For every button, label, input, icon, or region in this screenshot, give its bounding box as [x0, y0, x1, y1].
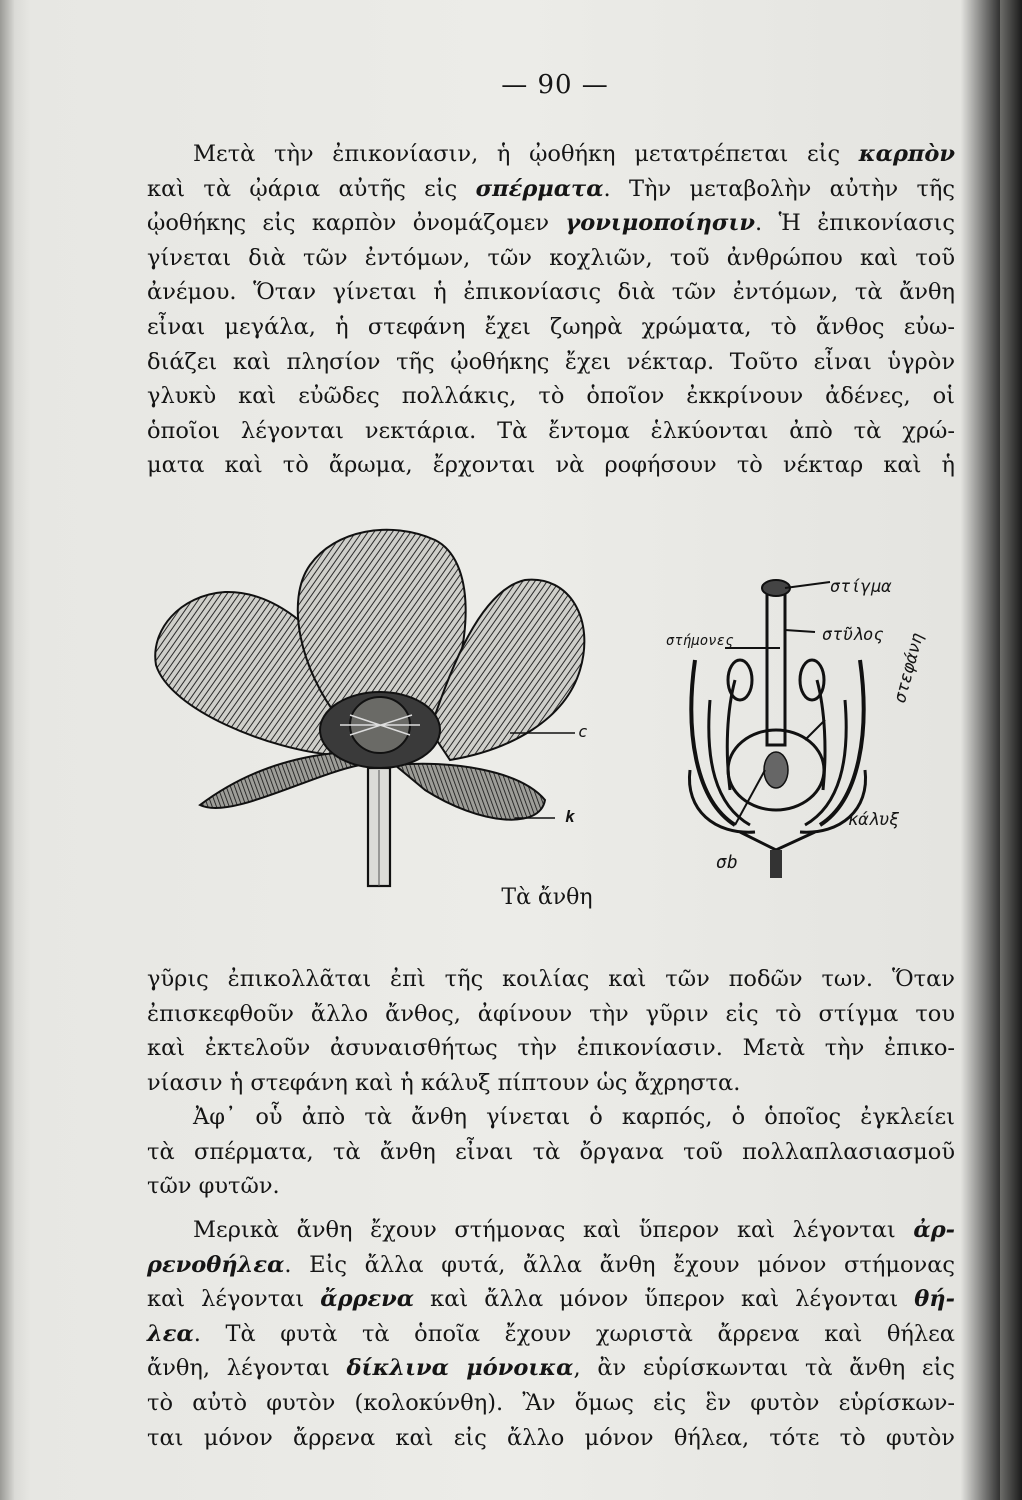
text-run: ἄνθη, λέγονται: [147, 1355, 347, 1382]
term-emphasis: καρπὸν: [858, 141, 955, 167]
diagram-label-style: στῦλος: [822, 625, 884, 645]
paragraph-4: [147, 1213, 955, 1455]
text-line: ματα καὶ τὸ ἄρωμα, ἔρχονται νὰ ροφήσουν τὸ νέκταρ καὶ ἡ: [147, 452, 955, 479]
text-run: καὶ τὰ ᾠάρια αὐτῆς εἰς: [147, 175, 476, 202]
page-number: — 90 —: [501, 70, 609, 100]
text-line: γλυκὺ καὶ εὐῶδες πολλάκις, τὸ ὁποῖον ἐκκρίνουν ἀδένες, οἱ: [147, 383, 955, 410]
page-edge: [1000, 0, 1022, 1500]
text-line: [147, 1213, 955, 1248]
text-line: Ἀφ᾽ οὗ ἀπὸ τὰ ἄνθη γίνεται ὁ καρπός, ὁ ὁποῖος ἐγκλείει: [193, 1104, 955, 1130]
term-emphasis: δίκλινα μόνοικα: [346, 1355, 574, 1382]
flower-section-diagram: [655, 570, 945, 880]
text-run: ᾠοθήκης εἰς καρπὸν ὀνομάζομεν: [147, 210, 566, 237]
term-emphasis: ἀρ-: [913, 1217, 955, 1243]
term-emphasis: γονιμοποίησιν: [565, 210, 756, 237]
text-line: [147, 1248, 955, 1283]
text-line: τῶν φυτῶν.: [147, 1173, 280, 1200]
text-run: καὶ λέγονται: [147, 1286, 321, 1313]
text-line: τὸ αὐτὸ φυτὸν (κολοκύνθη). Ἂν ὅμως εἰς ἓν φυτὸν εὑρίσκων-: [147, 1389, 955, 1416]
text-run: Μερικὰ ἄνθη ἔχουν στήμονας καὶ ὕπερον καὶ λέγονται: [193, 1217, 914, 1243]
text-line: ἐπισκεφθοῦν ἄλλο ἄνθος, ἀφίνουν τὴν γῦριν εἰς τὸ στίγμα του: [147, 1000, 955, 1027]
flower-illustration: [150, 520, 610, 890]
text-line: [147, 1282, 955, 1317]
text-line: [147, 1317, 955, 1352]
text-line: εἶναι μεγάλα, ἡ στεφάνη ἔχει ζωηρὰ χρώματα, τὸ ἄνθος εὐω-: [147, 313, 955, 340]
diagram-label-sb: σb: [716, 852, 738, 873]
text-run: , ἂν εὑρίσκωνται τὰ ἄνθη εἰς: [573, 1355, 955, 1382]
text-run: . Τὴν μεταβολὴν αὐτὴν τῆς: [603, 175, 956, 202]
text-line: τὰ σπέρματα, τὰ ἄνθη εἶναι τὰ ὄργανα τοῦ πολλαπλασιασμοῦ: [147, 1138, 955, 1165]
text-line: [147, 172, 955, 207]
paragraph-3: [147, 1100, 955, 1204]
paragraph-1: [147, 137, 955, 483]
figure-caption: Τὰ ἄνθη: [501, 885, 593, 910]
page-gutter: [0, 0, 14, 1500]
text-line: καὶ ἐκτελοῦν ἀσυναισθήτως τὴν ἐπικονίασιν. Μετὰ τὴν ἐπικο-: [147, 1035, 955, 1062]
text-run: . Τὰ φυτὰ τὰ ὁποῖα ἔχουν χωριστὰ ἄρρενα καὶ θήλεα: [193, 1320, 955, 1347]
term-emphasis: λεα: [147, 1320, 194, 1347]
term-emphasis: ρενοθήλεα: [147, 1251, 285, 1278]
text-line: ἀνέμου. Ὅταν γίνεται ἡ ἐπικονίασις διὰ τῶν ἐντόμων, τὰ ἄνθη: [147, 279, 955, 306]
term-emphasis: σπέρματα: [475, 175, 604, 202]
text-run: . Εἰς ἄλλα φυτά, ἄλλα ἄνθη ἔχουν μόνον στήμονας: [284, 1251, 955, 1278]
text-line: ὁποῖοι λέγονται νεκτάρια. Τὰ ἔντομα ἑλκύονται ἀπὸ τὰ χρώ-: [147, 417, 955, 444]
diagram-label-stigma: στίγμα: [830, 577, 892, 597]
text-line: νίασιν ἡ στεφάνη καὶ ἡ κάλυξ πίπτουν ὡς ἄχρηστα.: [147, 1069, 741, 1096]
text-line: [147, 1351, 955, 1386]
text-line: ται μόνον ἄρρενα καὶ εἰς ἄλλο μόνον θήλεα, τότε τὸ φυτὸν: [147, 1424, 955, 1451]
term-emphasis: θή-: [914, 1286, 955, 1313]
text-line: [147, 137, 955, 172]
paragraph-2: [147, 962, 955, 1100]
text-line: γίνεται διὰ τῶν ἐντόμων, τῶν κοχλιῶν, τοῦ ἀνθρώπου καὶ τοῦ: [147, 244, 955, 271]
flower-label-k: k: [565, 807, 575, 826]
text-line: [147, 206, 955, 241]
text-line: διάζει καὶ πλησίον τῆς ᾠοθήκης ἔχει νέκταρ. Τοῦτο εἶναι ὑγρὸν: [147, 348, 955, 375]
text-run: . Ἡ ἐπικονίασις: [755, 210, 955, 237]
diagram-label-calyx: κάλυξ: [848, 810, 900, 830]
text-line: γῦρις ἐπικολλᾶται ἐπὶ τῆς κοιλίας καὶ τῶν ποδῶν των. Ὅταν: [147, 966, 955, 992]
text-run: Μετὰ τὴν ἐπικονίασιν, ἡ ᾠοθήκη μετατρέπεται εἰς: [193, 141, 859, 167]
flower-label-c: c: [578, 722, 588, 741]
term-emphasis: ἄρρενα: [320, 1286, 415, 1313]
diagram-label-stamens: στήμονες: [666, 633, 734, 649]
diagram-label-corolla: στεφάνη: [890, 630, 928, 706]
text-run: καὶ ἄλλα μόνον ὕπερον καὶ λέγονται: [414, 1286, 915, 1313]
